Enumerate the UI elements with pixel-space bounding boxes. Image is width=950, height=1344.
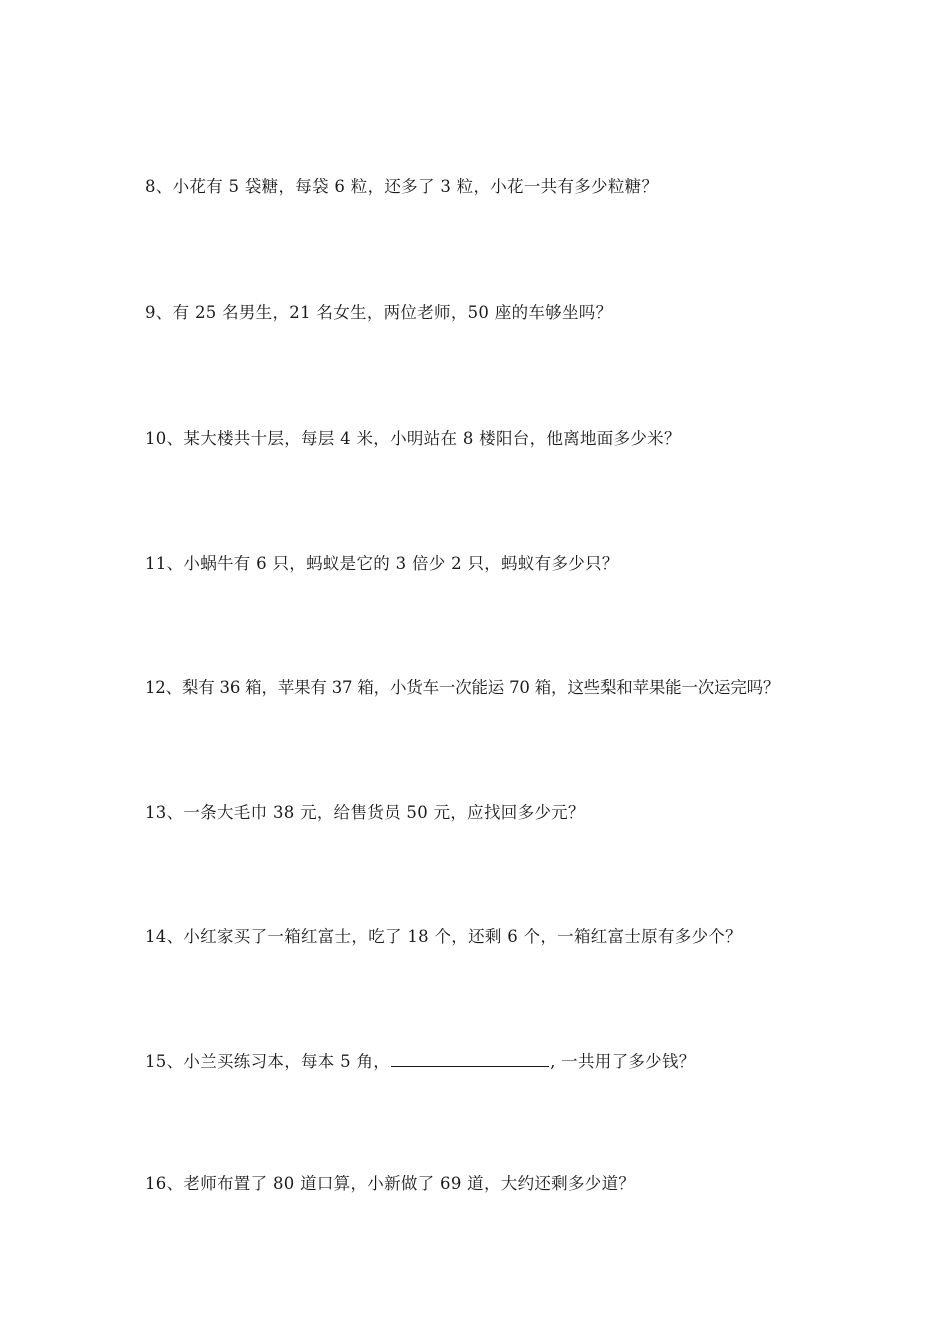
question-8: 8、小花有 5 袋糖，每袋 6 粒，还多了 3 粒，小花一共有多少粒糖？ xyxy=(145,177,659,196)
question-15-after: , 一共用了多少钱？ xyxy=(550,1052,696,1071)
question-9: 9、有 25 名男生，21 名女生，两位老师，50 座的车够坐吗？ xyxy=(145,303,613,322)
answer-blank[interactable] xyxy=(391,1050,549,1067)
question-16: 16、老师布置了 80 道口算，小新做了 69 道，大约还剩多少道？ xyxy=(145,1174,636,1193)
question-11: 11、小蜗牛有 6 只，蚂蚁是它的 3 倍少 2 只，蚂蚁有多少只？ xyxy=(145,554,619,573)
question-15-before: 15、小兰买练习本，每本 5 角， xyxy=(145,1052,391,1071)
question-14: 14、小红家买了一箱红富士，吃了 18 个，还剩 6 个，一箱红富士原有多少个？ xyxy=(145,927,742,946)
question-12: 12、梨有 36 箱，苹果有 37 箱，小货车一次能运 70 箱，这些梨和苹果能一次运完吗？ xyxy=(145,678,780,697)
question-15 xyxy=(145,1050,845,1073)
question-13: 13、一条大毛巾 38 元，给售货员 50 元，应找回多少元？ xyxy=(145,803,585,822)
question-10: 10、某大楼共十层，每层 4 米，小明站在 8 楼阳台，他离地面多少米？ xyxy=(145,429,681,448)
